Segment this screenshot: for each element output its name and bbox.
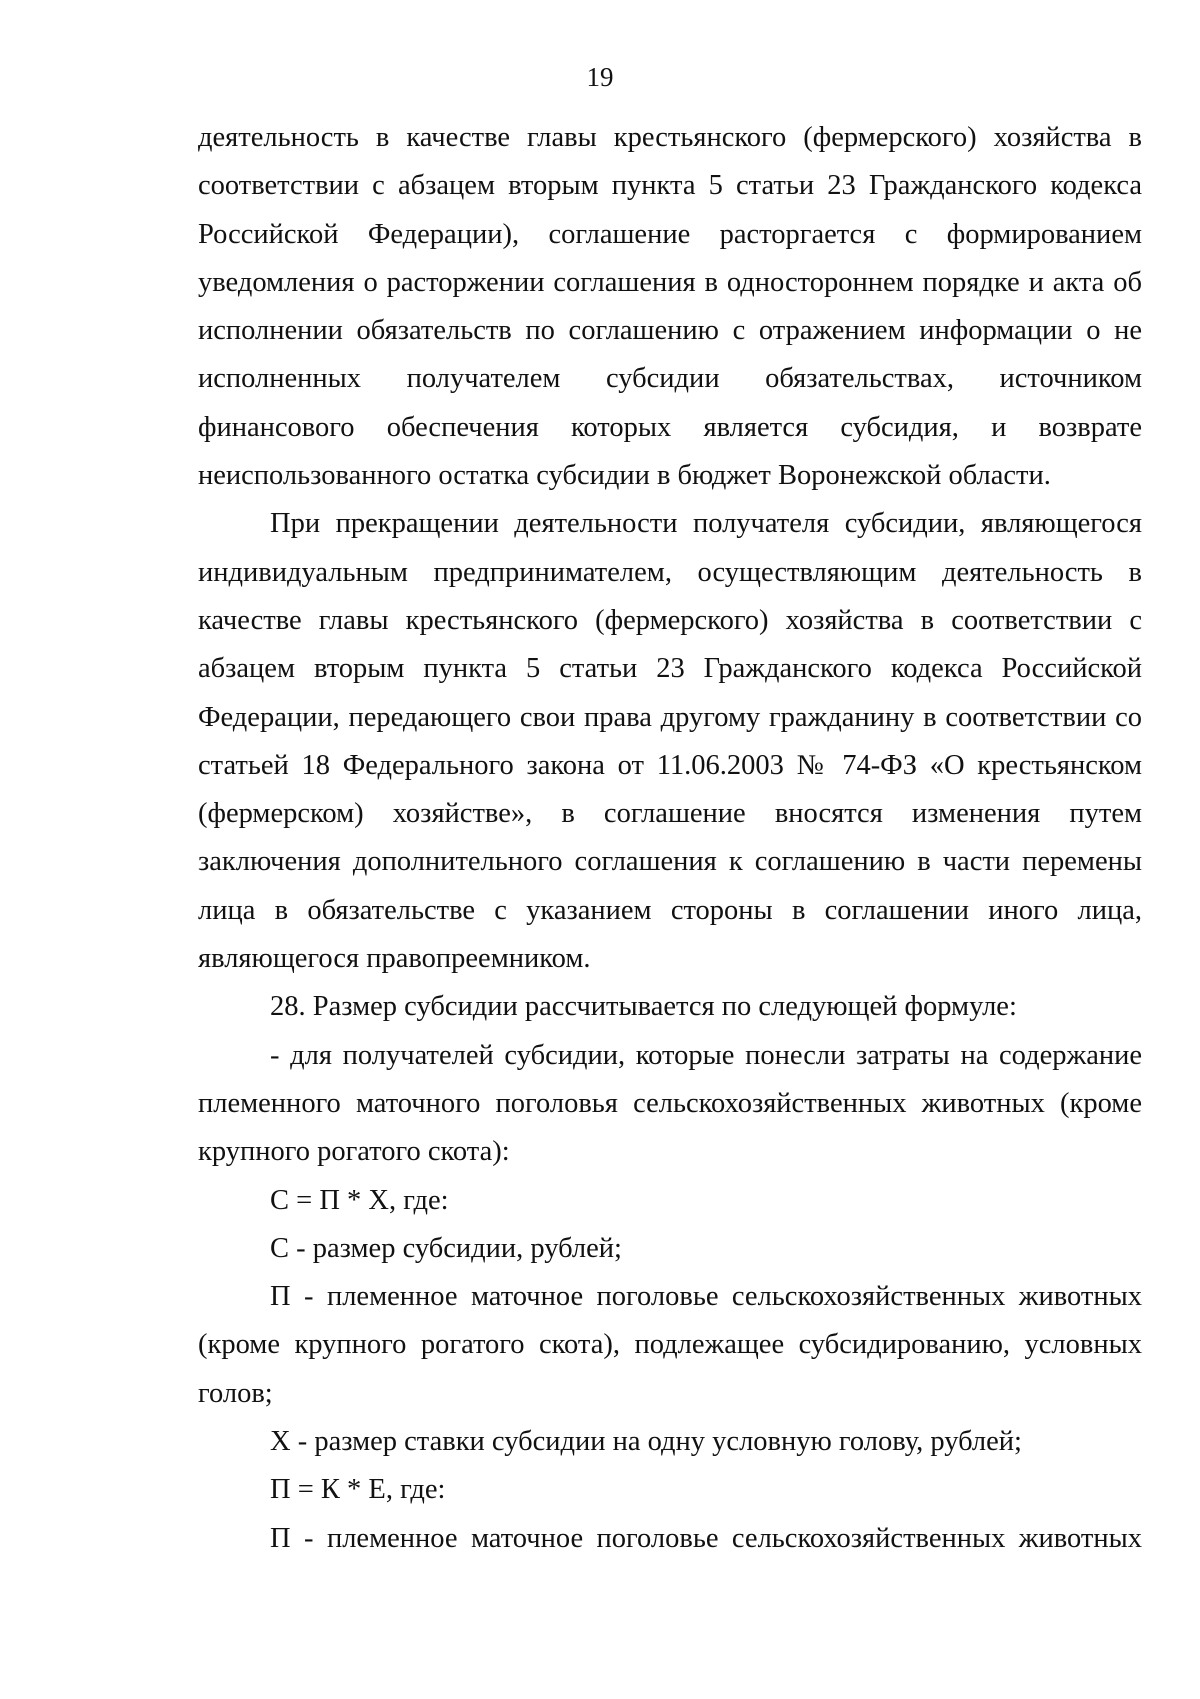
text-line: При прекращении деятельности получателя субсидии, являющегося [270,508,1142,540]
text-line: П - племенное маточное поголовье сельскохозяйственных животных [270,1281,1142,1313]
text-line: 28. Размер субсидии рассчитывается по следующей формуле: [270,991,1017,1023]
text-line: неиспользованного остатка субсидии в бюджет Воронежской области. [198,460,1051,492]
text-line: Федерации, передающего свои права другому гражданину в соответствии со [198,701,1142,733]
text-line: финансового обеспечения которых является субсидия, и возврате [198,411,1142,443]
text-line: голов; [198,1377,273,1409]
text-line: уведомления о расторжении соглашения в одностороннем порядке и акта об [198,266,1142,298]
formula-line: П = К * Е, где: [270,1474,446,1506]
text-line: С - размер субсидии, рублей; [270,1232,622,1264]
text-line: исполненных получателем субсидии обязательствах, источником [198,363,1142,395]
text-line: лица в обязательстве с указанием стороны в соглашении иного лица, [198,894,1142,926]
text-line: П - племенное маточное поголовье сельскохозяйственных животных [270,1522,1142,1554]
text-line: Российской Федерации), соглашение расторгается с формированием [198,218,1142,250]
formula-line: С = П * Х, где: [270,1184,449,1216]
document-body [198,114,1142,1563]
text-line: индивидуальным предпринимателем, осуществляющим деятельность в [198,556,1142,588]
text-line: деятельность в качестве главы крестьянского (фермерского) хозяйства в [198,122,1142,153]
text-line: являющегося правопреемником. [198,943,591,975]
text-line: статьей 18 Федерального закона от 11.06.2003 № 74-ФЗ «О крестьянском [198,749,1142,781]
text-line: исполнении обязательств по соглашению с отражением информации о не [198,315,1142,347]
text-line: качестве главы крестьянского (фермерского) хозяйства в соответствии с [198,604,1142,636]
text-line: - для получателей субсидии, которые понесли затраты на содержание [270,1039,1142,1071]
text-line: соответствии с абзацем вторым пункта 5 статьи 23 Гражданского кодекса [198,170,1142,202]
text-line: Х - размер ставки субсидии на одну условную голову, рублей; [270,1426,1022,1458]
text-line: племенного маточного поголовья сельскохозяйственных животных (кроме [198,1087,1142,1119]
text-line: заключения дополнительного соглашения к соглашению в части перемены [198,846,1142,878]
text-line: (кроме крупного рогатого скота), подлежащее субсидированию, условных [198,1329,1142,1361]
page-number: 19 [586,62,614,92]
text-line: абзацем вторым пункта 5 статьи 23 Гражданского кодекса Российской [198,653,1142,685]
text-line: (фермерском) хозяйстве», в соглашение вносятся изменения путем [198,798,1142,830]
text-line: крупного рогатого скота): [198,1136,510,1168]
